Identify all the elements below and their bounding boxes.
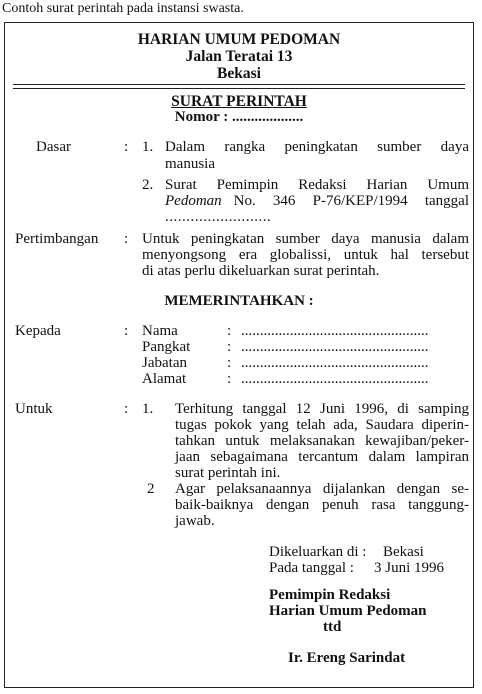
field-colon-jabatan: : <box>227 355 232 371</box>
untuk-item2-number: 2 <box>147 481 155 497</box>
field-name-pangkat: Pangkat <box>142 339 191 355</box>
memerintahkan-heading: MEMERINTAHKAN : <box>164 293 314 309</box>
dasar-item2-line2 <box>165 193 469 210</box>
issued-place-value: Bekasi <box>383 544 424 560</box>
field-colon-nama: : <box>227 323 232 339</box>
pertimbangan-line3: di atas perlu dikeluarkan surat perintah. <box>142 263 380 279</box>
field-value-jabatan: .................................................. <box>241 355 429 371</box>
field-colon-alamat: : <box>227 371 232 387</box>
dasar-label: Dasar <box>36 139 71 155</box>
untuk-item1-line: Terhitung tanggal 12 Juni 1996, di samping <box>175 401 469 417</box>
company-city: Bekasi <box>217 65 261 82</box>
untuk-item1-number: 1. <box>142 401 154 417</box>
field-value-pangkat: .................................................. <box>241 339 429 355</box>
untuk-item2-line: jawab. <box>175 513 215 529</box>
dasar-item2-line1: Surat Pemimpin Redaksi Harian Umum <box>165 177 469 193</box>
issued-place-label: Dikeluarkan di : <box>269 544 367 560</box>
signature-ttd: ttd <box>323 619 342 635</box>
pertimbangan-colon: : <box>124 231 129 247</box>
field-colon-pangkat: : <box>227 339 232 355</box>
field-value-nama: .................................................. <box>241 323 429 339</box>
pertimbangan-label: Pertimbangan <box>15 231 99 247</box>
field-name-jabatan: Jabatan <box>142 355 187 371</box>
untuk-colon: : <box>124 401 129 417</box>
dasar-item2-number: 2. <box>142 177 154 193</box>
issued-date-label: Pada tanggal : <box>269 560 354 576</box>
field-name-alamat: Alamat <box>142 371 187 387</box>
letterhead-double-rule <box>13 84 465 89</box>
issued-date-value: 3 Juni 1996 <box>374 560 445 576</box>
field-name-nama: Nama <box>142 323 178 339</box>
kepada-colon: : <box>124 323 129 339</box>
signer-title-1: Pemimpin Redaksi <box>269 587 391 603</box>
dasar-item2-date-blank: ......................... <box>165 209 272 225</box>
dasar-item2-reference: No. 346 P-76/KEP/1994 tanggal <box>233 193 469 209</box>
untuk-item1-line: jaan sebagaimana tercantum dalam lampiran <box>175 449 469 465</box>
pertimbangan-line2: menyongsong era globalissi, untuk hal tersebut <box>142 247 469 263</box>
dasar-item1-line1: Dalam rangka peningkatan sumber daya <box>165 139 469 155</box>
company-street: Jalan Teratai 13 <box>185 48 293 65</box>
untuk-label: Untuk <box>15 401 53 417</box>
pertimbangan-line1: Untuk peningkatan sumber daya manusia dalam <box>142 231 469 247</box>
untuk-item2-line: baik-baiknya dengan penuh rasa tanggung- <box>175 497 469 513</box>
signer-title-2: Harian Umum Pedoman <box>269 603 427 619</box>
letter-number: Nomor : ................... <box>174 109 304 125</box>
dasar-item1-number: 1. <box>142 139 154 155</box>
letter-document <box>4 22 474 688</box>
newspaper-name-italic: Pedoman <box>165 193 222 209</box>
kepada-label: Kepada <box>15 323 61 339</box>
untuk-item2-line: Agar pelaksanaannya dijalankan dengan se- <box>175 481 469 497</box>
letter-title: SURAT PERINTAH <box>171 93 307 110</box>
page-caption: Contoh surat perintah pada instansi swasta. <box>2 1 244 16</box>
untuk-item1-line: tugas pokok yang telah ada, Saudara diperin- <box>175 417 469 433</box>
untuk-item1-line: surat perintah ini. <box>175 465 281 481</box>
field-value-alamat: .................................................. <box>241 371 429 387</box>
untuk-item1-line: tahkan untuk melaksanakan kewajiban/peker- <box>175 433 469 449</box>
company-name: HARIAN UMUM PEDOMAN <box>137 31 341 48</box>
dasar-item1-line2: manusia <box>165 156 215 172</box>
signer-name: Ir. Ereng Sarindat <box>288 650 406 666</box>
dasar-colon: : <box>124 139 129 155</box>
